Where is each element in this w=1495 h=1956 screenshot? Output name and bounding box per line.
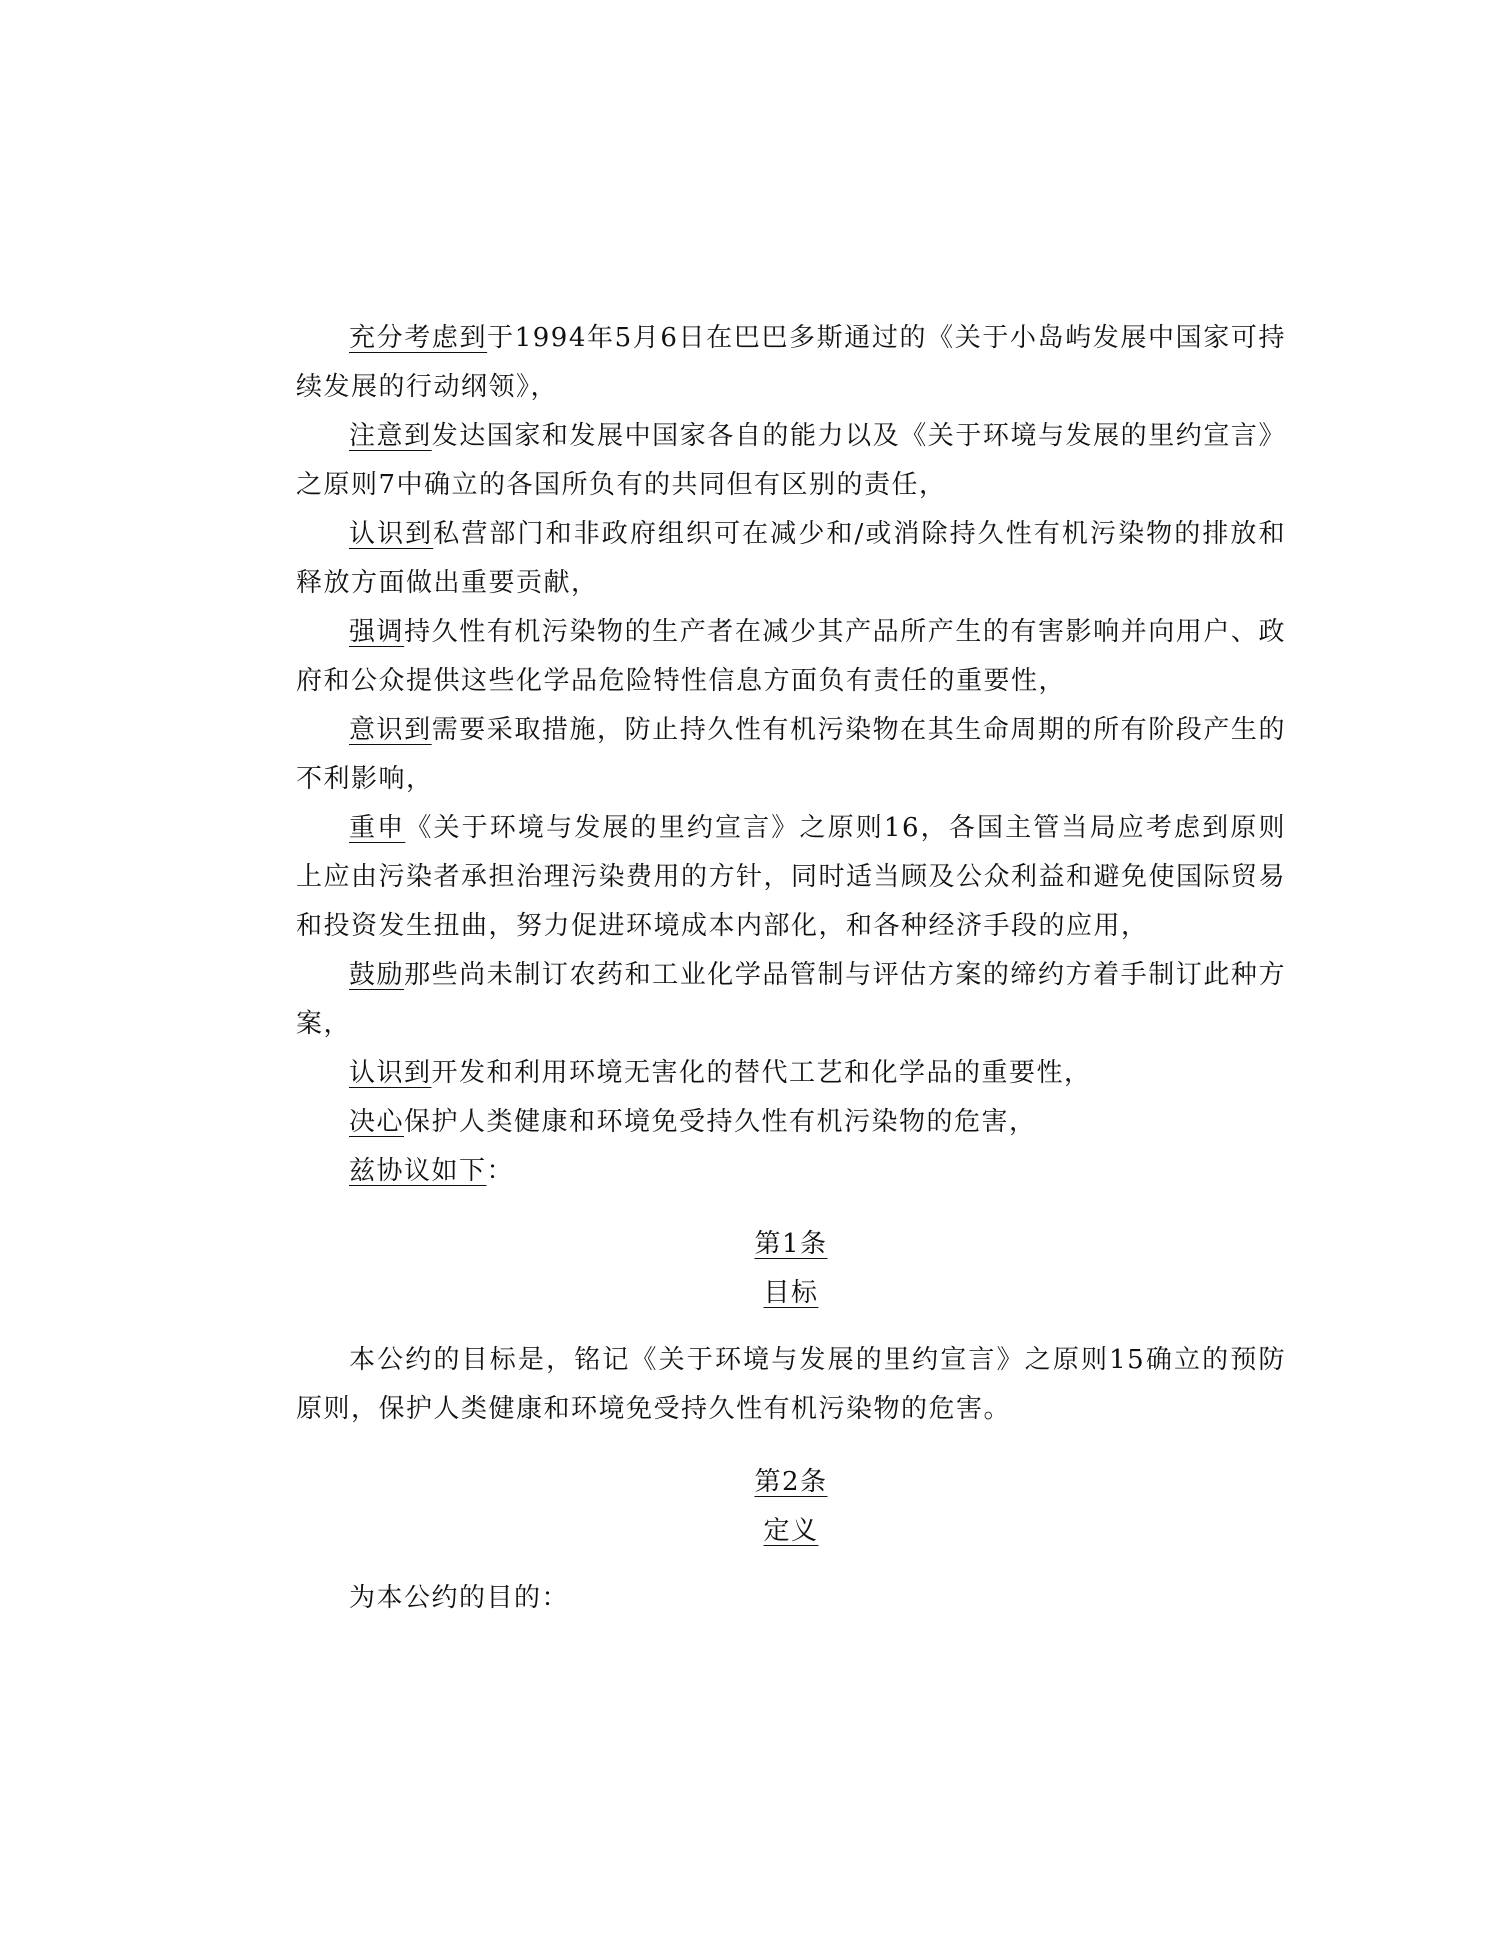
preamble-keyword: 重申	[349, 813, 406, 843]
preamble-paragraph	[296, 1049, 1286, 1098]
preamble-paragraph	[296, 804, 1286, 951]
preamble-keyword: 强调	[349, 617, 405, 647]
preamble-text: ：	[486, 1156, 515, 1186]
preamble-paragraph	[296, 951, 1286, 1049]
preamble-text: 开发和利用环境无害化的替代工艺和化学品的重要性，	[431, 1058, 1092, 1088]
preamble-text: 需要采取措施，防止持久性有机污染物在其生命周期的所有阶段产生的不利影响，	[296, 715, 1286, 794]
preamble-keyword: 认识到	[349, 1058, 432, 1088]
preamble-keyword: 注意到	[349, 421, 432, 451]
preamble-paragraph	[296, 412, 1286, 510]
preamble-text: 保护人类健康和环境免受持久性有机污染物的危害，	[404, 1107, 1037, 1137]
preamble-paragraph	[296, 608, 1286, 706]
preamble-text: 发达国家和发展中国家各自的能力以及《关于环境与发展的里约宣言》之原则7中确立的各国所负有的共同但有区别的责任，	[296, 421, 1286, 500]
preamble-text: 那些尚未制订农药和工业化学品管制与评估方案的缔约方着手制订此种方案，	[296, 960, 1286, 1039]
preamble-paragraph	[296, 510, 1286, 608]
preamble-paragraph	[296, 1098, 1286, 1147]
preamble-paragraph	[296, 314, 1286, 412]
preamble-paragraph	[296, 706, 1286, 804]
article-1-title: 目标	[763, 1278, 819, 1308]
preamble-keyword: 鼓励	[349, 960, 405, 990]
preamble-paragraph	[296, 1147, 1286, 1196]
preamble-keyword: 兹协议如下	[349, 1156, 487, 1186]
article-1-body: 本公约的目标是，铭记《关于环境与发展的里约宣言》之原则15确立的预防原则，保护人类健康和环境免受持久性有机污染物的危害。	[296, 1345, 1286, 1424]
preamble-text: 私营部门和非政府组织可在减少和/或消除持久性有机污染物的排放和释放方面做出重要贡献，	[296, 519, 1286, 598]
preamble-keyword: 意识到	[349, 715, 432, 745]
article-2-body: 为本公约的目的：	[349, 1583, 570, 1613]
document-body	[296, 314, 1286, 1623]
preamble-keyword: 认识到	[349, 519, 434, 549]
preamble-text: 《关于环境与发展的里约宣言》之原则16，各国主管当局应考虑到原则上应由污染者承担治理污染费用的方针，同时适当顾及公众利益和避免使国际贸易和投资发生扭曲，努力促进环境成本内部化，和各种经济手段的应用，	[296, 813, 1287, 941]
article-2-title: 定义	[763, 1516, 819, 1546]
preamble-text: 持久性有机污染物的生产者在减少其产品所产生的有害影响并向用户、政府和公众提供这些化学品危险特性信息方面负有责任的重要性，	[296, 617, 1286, 696]
preamble-keyword: 充分考虑到	[349, 323, 488, 353]
article-2-number: 第2条	[754, 1467, 828, 1497]
article-1-number: 第1条	[754, 1229, 828, 1259]
preamble-keyword: 决心	[349, 1107, 405, 1137]
preamble-text: 于1994年5月6日在巴巴多斯通过的《关于小岛屿发展中国家可持续发展的行动纲领》，	[296, 323, 1286, 402]
